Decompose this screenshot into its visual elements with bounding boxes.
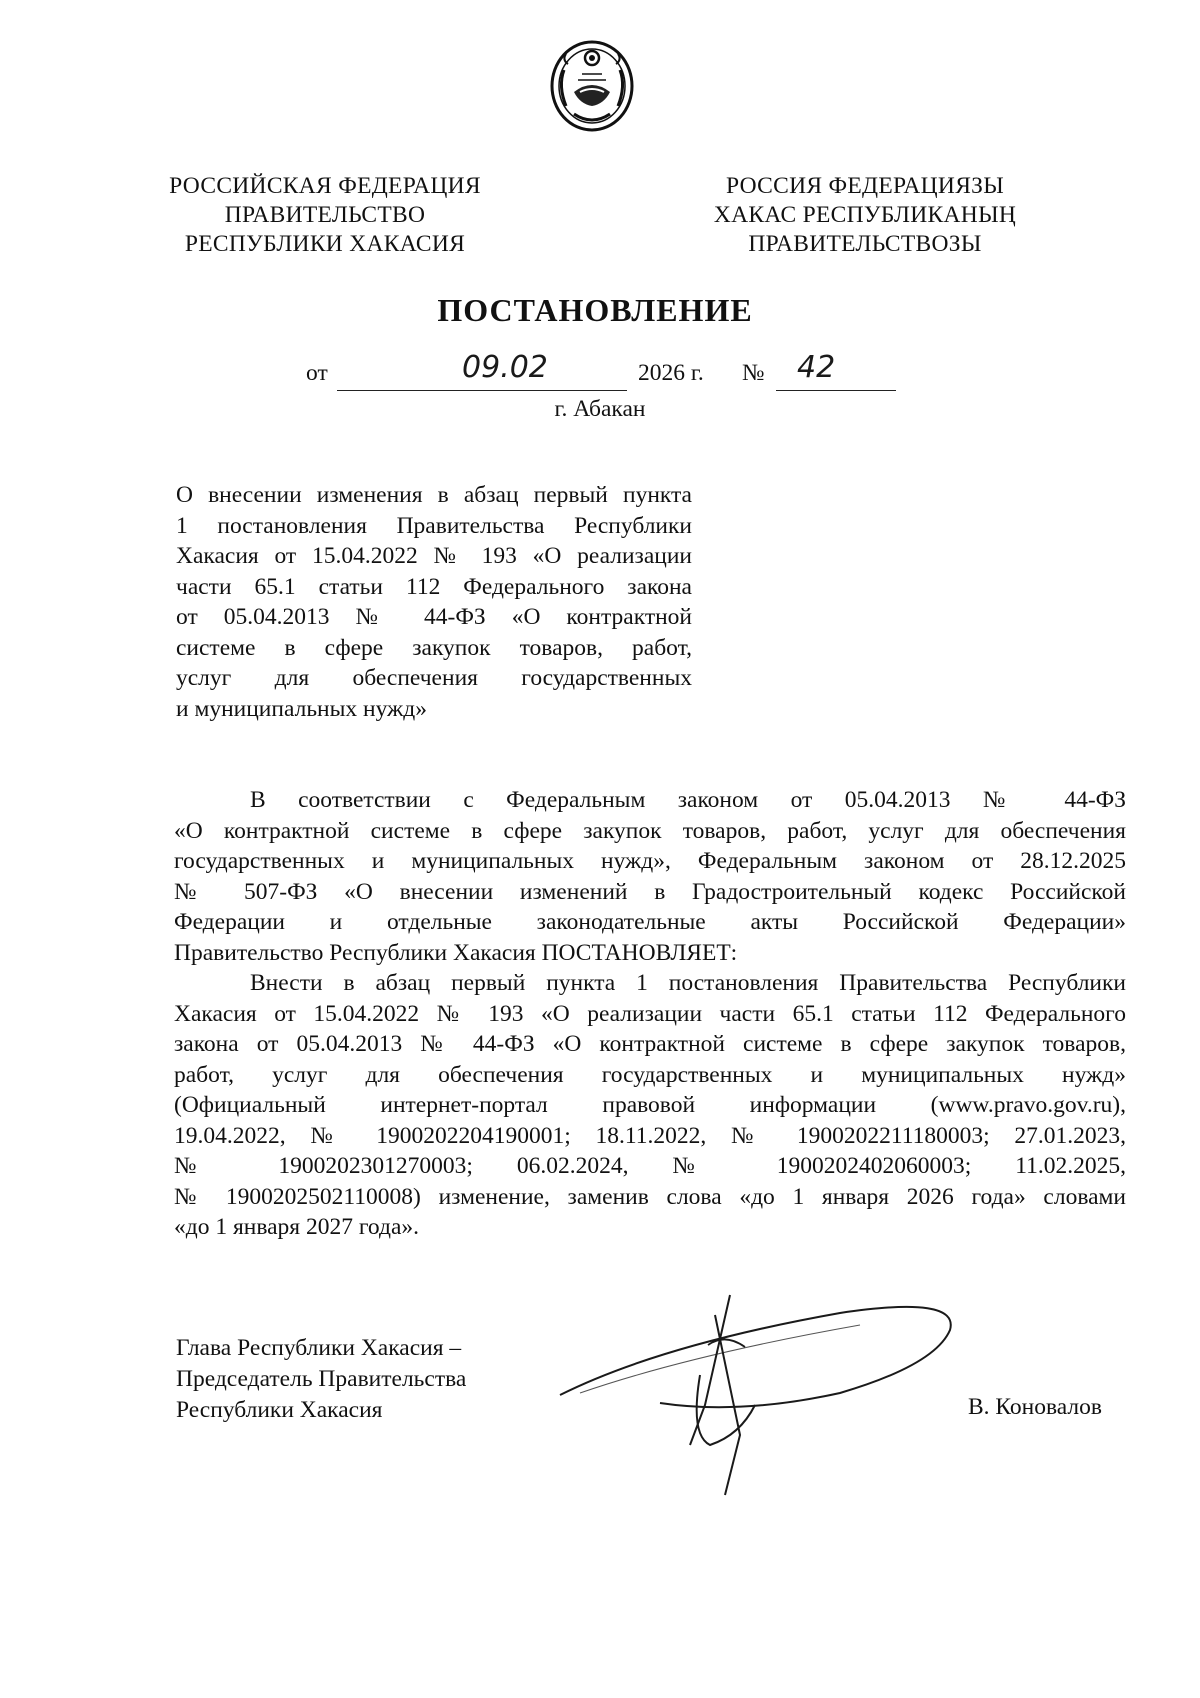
city-name: г. Абакан — [554, 396, 646, 422]
header-right-khakas — [690, 172, 1040, 259]
header-right-line: РОССИЯ ФЕДЕРАЦИЯЗЫ — [725, 173, 1005, 199]
body-line: государственных и муниципальных нужд», Федеральным законом от 28.12.2025 — [174, 848, 1126, 874]
date-year: 2026 г. — [638, 360, 704, 386]
coat-of-arms-emblem — [544, 30, 640, 140]
subject-line: Хакасия от 15.04.2022 № 193 «О реализации — [176, 543, 692, 569]
date-underline — [337, 390, 627, 391]
subject-line: системе в сфере закупок товаров, работ, — [176, 634, 692, 661]
header-left-russian — [160, 172, 490, 259]
signatory-position-line: Глава Республики Хакасия – — [176, 1335, 462, 1361]
subject-line: О внесении изменения в абзац первый пункта — [176, 482, 692, 508]
signatory-position-line: Республики Хакасия — [176, 1397, 383, 1423]
date-handwritten: 09.02 — [462, 350, 548, 385]
body-line: Правительство Республики Хакасия ПОСТАНОВЛЯЕТ: — [174, 939, 738, 966]
header-left-line: РОССИЙСКАЯ ФЕДЕРАЦИЯ — [169, 173, 481, 199]
body-line: № 1900202502110008) изменение, заменив слова «до 1 января 2026 года» словами — [174, 1183, 1126, 1210]
body-line: закона от 05.04.2013 № 44-ФЗ «О контрактной системе в сфере закупок товаров, — [174, 1031, 1126, 1057]
header-left-line: ПРАВИТЕЛЬСТВО — [224, 202, 426, 228]
signatory-position — [176, 1333, 466, 1426]
document-body — [174, 785, 1126, 1243]
body-line: (Официальный интернет-портал правовой информации (www.pravo.gov.ru), — [174, 1092, 1126, 1118]
body-line: Хакасия от 15.04.2022 № 193 «О реализации части 65.1 статьи 112 Федерального — [174, 1000, 1126, 1027]
signatory-position-line: Председатель Правительства — [176, 1366, 467, 1392]
body-line: «О контрактной системе в сфере закупок товаров, работ, услуг для обеспечения — [174, 817, 1126, 844]
body-line: «до 1 января 2027 года». — [174, 1214, 420, 1240]
subject-line: 1 постановления Правительства Республики — [176, 512, 692, 539]
subject-line: части 65.1 статьи 112 Федерального закона — [176, 573, 692, 600]
body-line: Внести в абзац первый пункта 1 постановления Правительства Республики — [250, 970, 1126, 996]
body-line: 19.04.2022, № 1900202204190001; 18.11.2022, № 1900202211180003; 27.01.2023, — [174, 1122, 1126, 1149]
date-from-label: от — [306, 360, 328, 386]
signatory-name: В. Коновалов — [968, 1394, 1103, 1420]
subject-line: от 05.04.2013 № 44-ФЗ «О контрактной — [176, 604, 692, 630]
number-label: № — [742, 360, 765, 386]
subject-line: и муниципальных нужд» — [176, 695, 427, 722]
body-line: № 1900202301270003; 06.02.2024, № 1900202402060003; 11.02.2025, — [174, 1153, 1126, 1179]
handwritten-signature — [540, 1285, 980, 1525]
number-handwritten: 42 — [797, 350, 836, 385]
document-subject — [176, 480, 692, 724]
number-underline — [776, 390, 896, 391]
body-line: работ, услуг для обеспечения государственных и муниципальных нужд» — [174, 1061, 1126, 1088]
body-line: Федерации и отдельные законодательные акты Российской Федерации» — [174, 909, 1126, 935]
body-line: № 507-ФЗ «О внесении изменений в Градостроительный кодекс Российской — [174, 878, 1126, 905]
subject-line: услуг для обеспечения государственных — [176, 665, 692, 691]
body-line: В соответствии с Федеральным законом от 05.04.2013 № 44-ФЗ — [250, 787, 1126, 813]
header-left-line: РЕСПУБЛИКИ ХАКАСИЯ — [184, 231, 466, 257]
document-type-title: ПОСТАНОВЛЕНИЕ — [437, 292, 753, 328]
header-right-line: ПРАВИТЕЛЬСТВОЗЫ — [748, 231, 982, 257]
header-right-line: ХАКАС РЕСПУБЛИКАНЫҢ — [713, 202, 1017, 228]
